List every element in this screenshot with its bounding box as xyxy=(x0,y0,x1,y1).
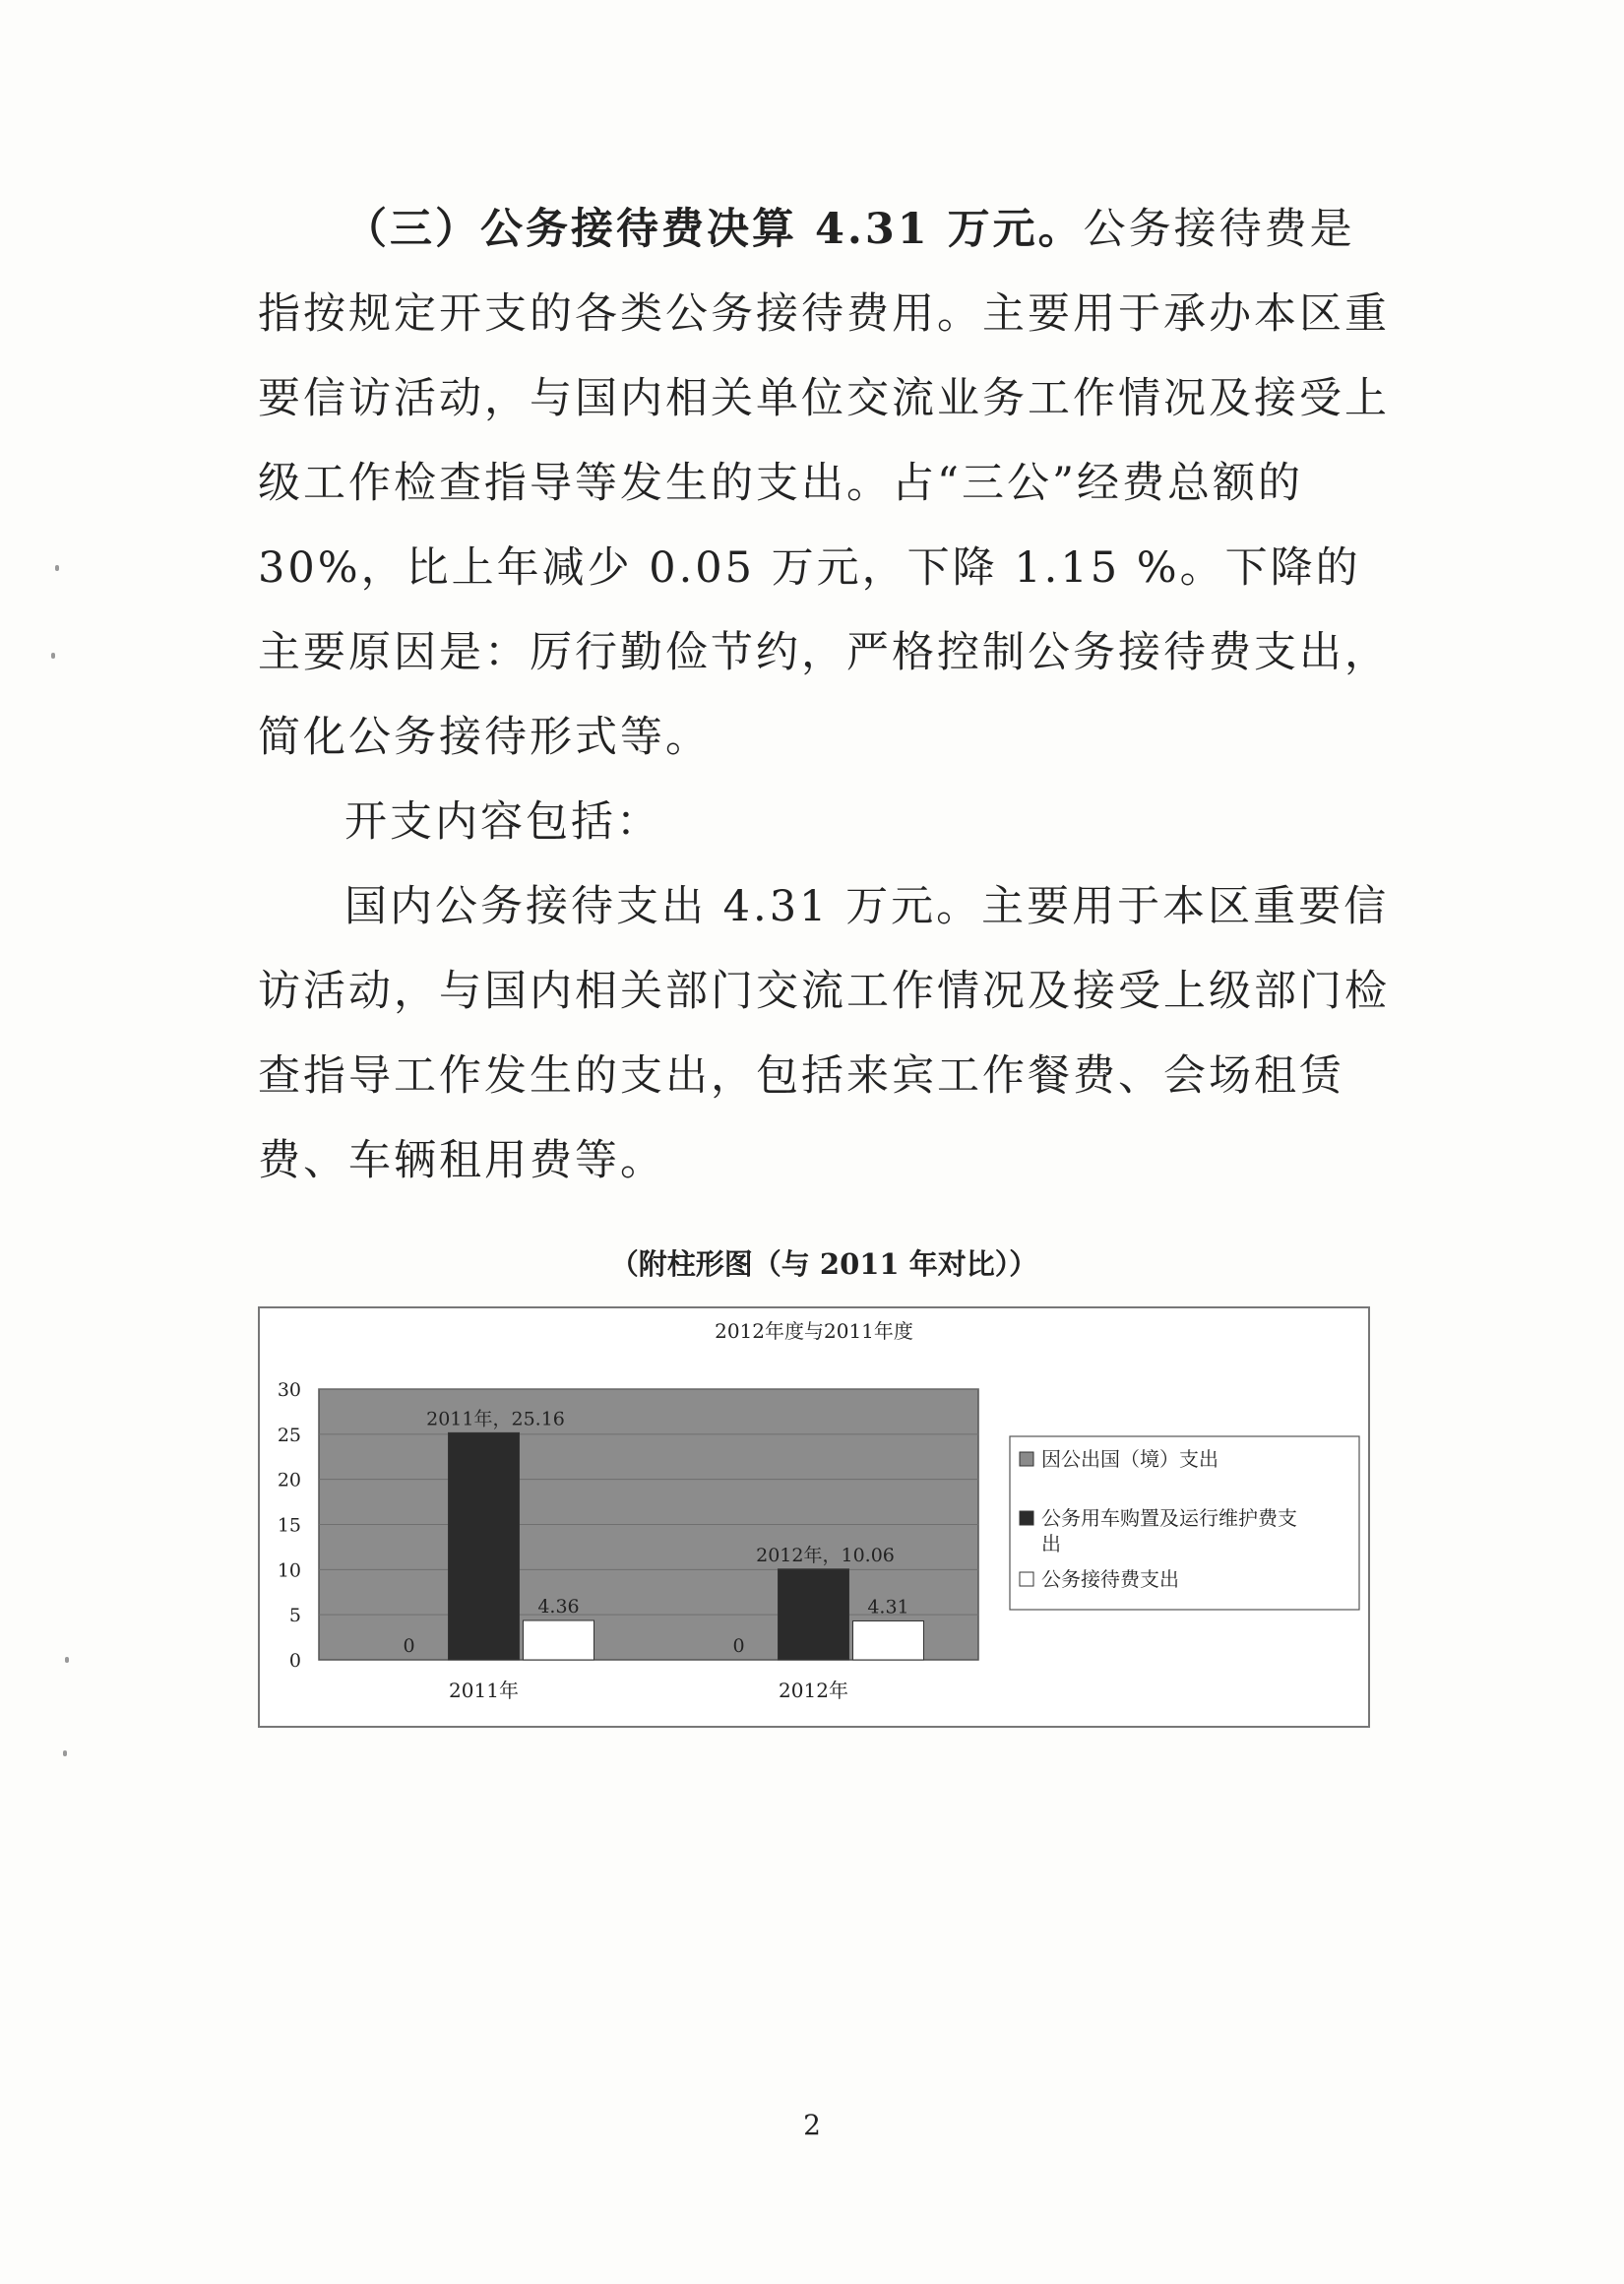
bar xyxy=(853,1620,924,1660)
scan-speck xyxy=(51,653,55,659)
paragraph-text: 公务接待费是指按规定开支的各类公务接待费用。主要用于承办本区重要信访活动，与国内相关单位交流业务工作情况及接受上级工作检查指导等发生的支出。占“三公”经费总额的 30%，比上年减少 0.05 万元，下降 1.15 %。下降的主要原因是：厉行勤俭节约，严格控制公务接待费支出，简化公务接待形式等。 xyxy=(258,205,1390,762)
data-label: 0 xyxy=(732,1635,745,1657)
paragraph-2 xyxy=(258,780,1390,864)
legend-label: 公务接待费支出 xyxy=(1041,1567,1179,1591)
body-text xyxy=(258,187,1390,1203)
legend-swatch xyxy=(1020,1452,1033,1466)
paragraph-3 xyxy=(258,864,1390,1203)
x-tick-label: 2012年 xyxy=(779,1679,848,1702)
x-tick-label: 2011年 xyxy=(449,1679,519,1702)
data-label: 2012年，10.06 xyxy=(756,1544,895,1566)
y-tick-label: 15 xyxy=(277,1514,301,1537)
legend-label: 因公出国（境）支出 xyxy=(1041,1447,1218,1471)
scan-speck xyxy=(55,565,59,571)
page-number: 2 xyxy=(803,2109,821,2141)
data-label: 0 xyxy=(403,1635,415,1657)
paragraph-text: 开支内容包括： xyxy=(344,797,661,847)
chart-title: 2012年度与2011年度 xyxy=(715,1319,913,1343)
bar xyxy=(779,1569,849,1660)
scan-speck xyxy=(65,1657,69,1663)
scan-speck xyxy=(63,1750,67,1756)
bar-chart-frame xyxy=(258,1306,1370,1728)
y-tick-label: 25 xyxy=(277,1424,301,1446)
y-tick-label: 10 xyxy=(277,1559,301,1582)
data-label: 2011年，25.16 xyxy=(426,1408,565,1430)
y-tick-label: 30 xyxy=(277,1379,301,1401)
bar xyxy=(524,1620,594,1660)
chart-caption: （附柱形图（与 2011 年对比）） xyxy=(609,1247,1038,1281)
data-label: 4.31 xyxy=(867,1596,909,1618)
legend-swatch xyxy=(1020,1511,1033,1525)
data-label: 4.36 xyxy=(537,1596,580,1618)
legend-swatch xyxy=(1020,1572,1033,1586)
legend-label: 公务用车购置及运行维护费支 xyxy=(1041,1506,1297,1530)
y-tick-label: 5 xyxy=(288,1605,301,1627)
y-tick-label: 20 xyxy=(277,1469,301,1491)
bar-chart xyxy=(260,1308,1368,1726)
y-tick-label: 0 xyxy=(288,1650,301,1672)
bar xyxy=(449,1432,520,1660)
paragraph-text: 国内公务接待支出 4.31 万元。主要用于本区重要信访活动，与国内相关部门交流工作情况及接受上级部门检查指导工作发生的支出，包括来宾工作餐费、会场租赁费、车辆租用费等。 xyxy=(258,882,1390,1185)
section-heading: （三）公务接待费决算 4.31 万元。 xyxy=(344,205,1084,254)
legend-label: 出 xyxy=(1041,1532,1061,1555)
paragraph-1 xyxy=(258,187,1390,780)
